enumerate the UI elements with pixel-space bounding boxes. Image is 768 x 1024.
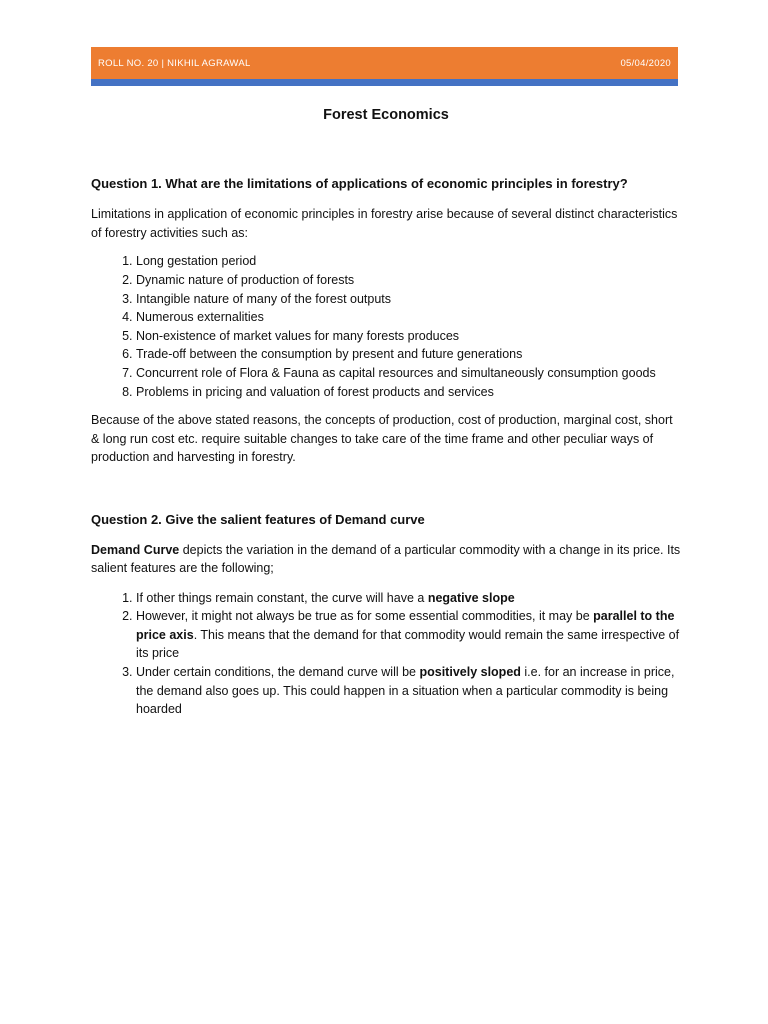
question-2-intro: Demand Curve depicts the variation in the demand of a particular commodity with a change in its price. Its salient features are the following; [91, 542, 681, 576]
list-item: 6. Trade-off between the consumption by present and future generations [136, 345, 681, 364]
list-item: 3. Intangible nature of many of the forest outputs [136, 290, 681, 309]
document-title: Forest Economics [323, 107, 449, 123]
list-item: 8. Problems in pricing and valuation of forest products and services [136, 383, 681, 402]
header-author: ROLL NO. 20 | NIKHIL AGRAWAL [98, 57, 251, 69]
question-1-heading: Question 1. What are the limitations of applications of economic principles in forestry? [91, 175, 628, 191]
question-2-heading: Question 2. Give the salient features of Demand curve [91, 511, 425, 527]
list-item: 2. Dynamic nature of production of forests [136, 271, 681, 290]
question-1-intro: Limitations in application of economic principles in forestry arise because of several distinct characteristics of forestry activities such as: [91, 207, 678, 240]
list-item: 4. Numerous externalities [136, 308, 681, 327]
list-item: 1. Long gestation period [136, 252, 681, 271]
list-item: 7. Concurrent role of Flora & Fauna as capital resources and simultaneously consumption goods [136, 364, 681, 383]
document-body [91, 100, 681, 719]
header-bar [91, 47, 678, 79]
list-item: 3. Under certain conditions, the demand curve will be positively sloped i.e. for an increase in price, the demand also goes up. This could happen in a situation when a particular commodity is being hoarded [136, 663, 681, 719]
term-demand-curve: Demand Curve [91, 542, 180, 557]
question-2-list [91, 589, 681, 719]
list-item: 2. However, it might not always be true as for some essential commodities, it may be parallel to the price axis. This means that the demand for that commodity would remain the same irrespective of its price [136, 607, 681, 663]
header-date: 05/04/2020 [620, 57, 671, 69]
header-rule [91, 79, 678, 86]
list-item: 5. Non-existence of market values for many forests produces [136, 327, 681, 346]
question-1-list [91, 252, 681, 401]
list-item: 1. If other things remain constant, the curve will have a negative slope [136, 589, 681, 608]
question-1-conclusion: Because of the above stated reasons, the concepts of production, cost of production, marginal cost, short & long run cost etc. require suitable changes to take care of the time frame and other peculiar ways of production and harvesting in forestry. [91, 413, 673, 465]
